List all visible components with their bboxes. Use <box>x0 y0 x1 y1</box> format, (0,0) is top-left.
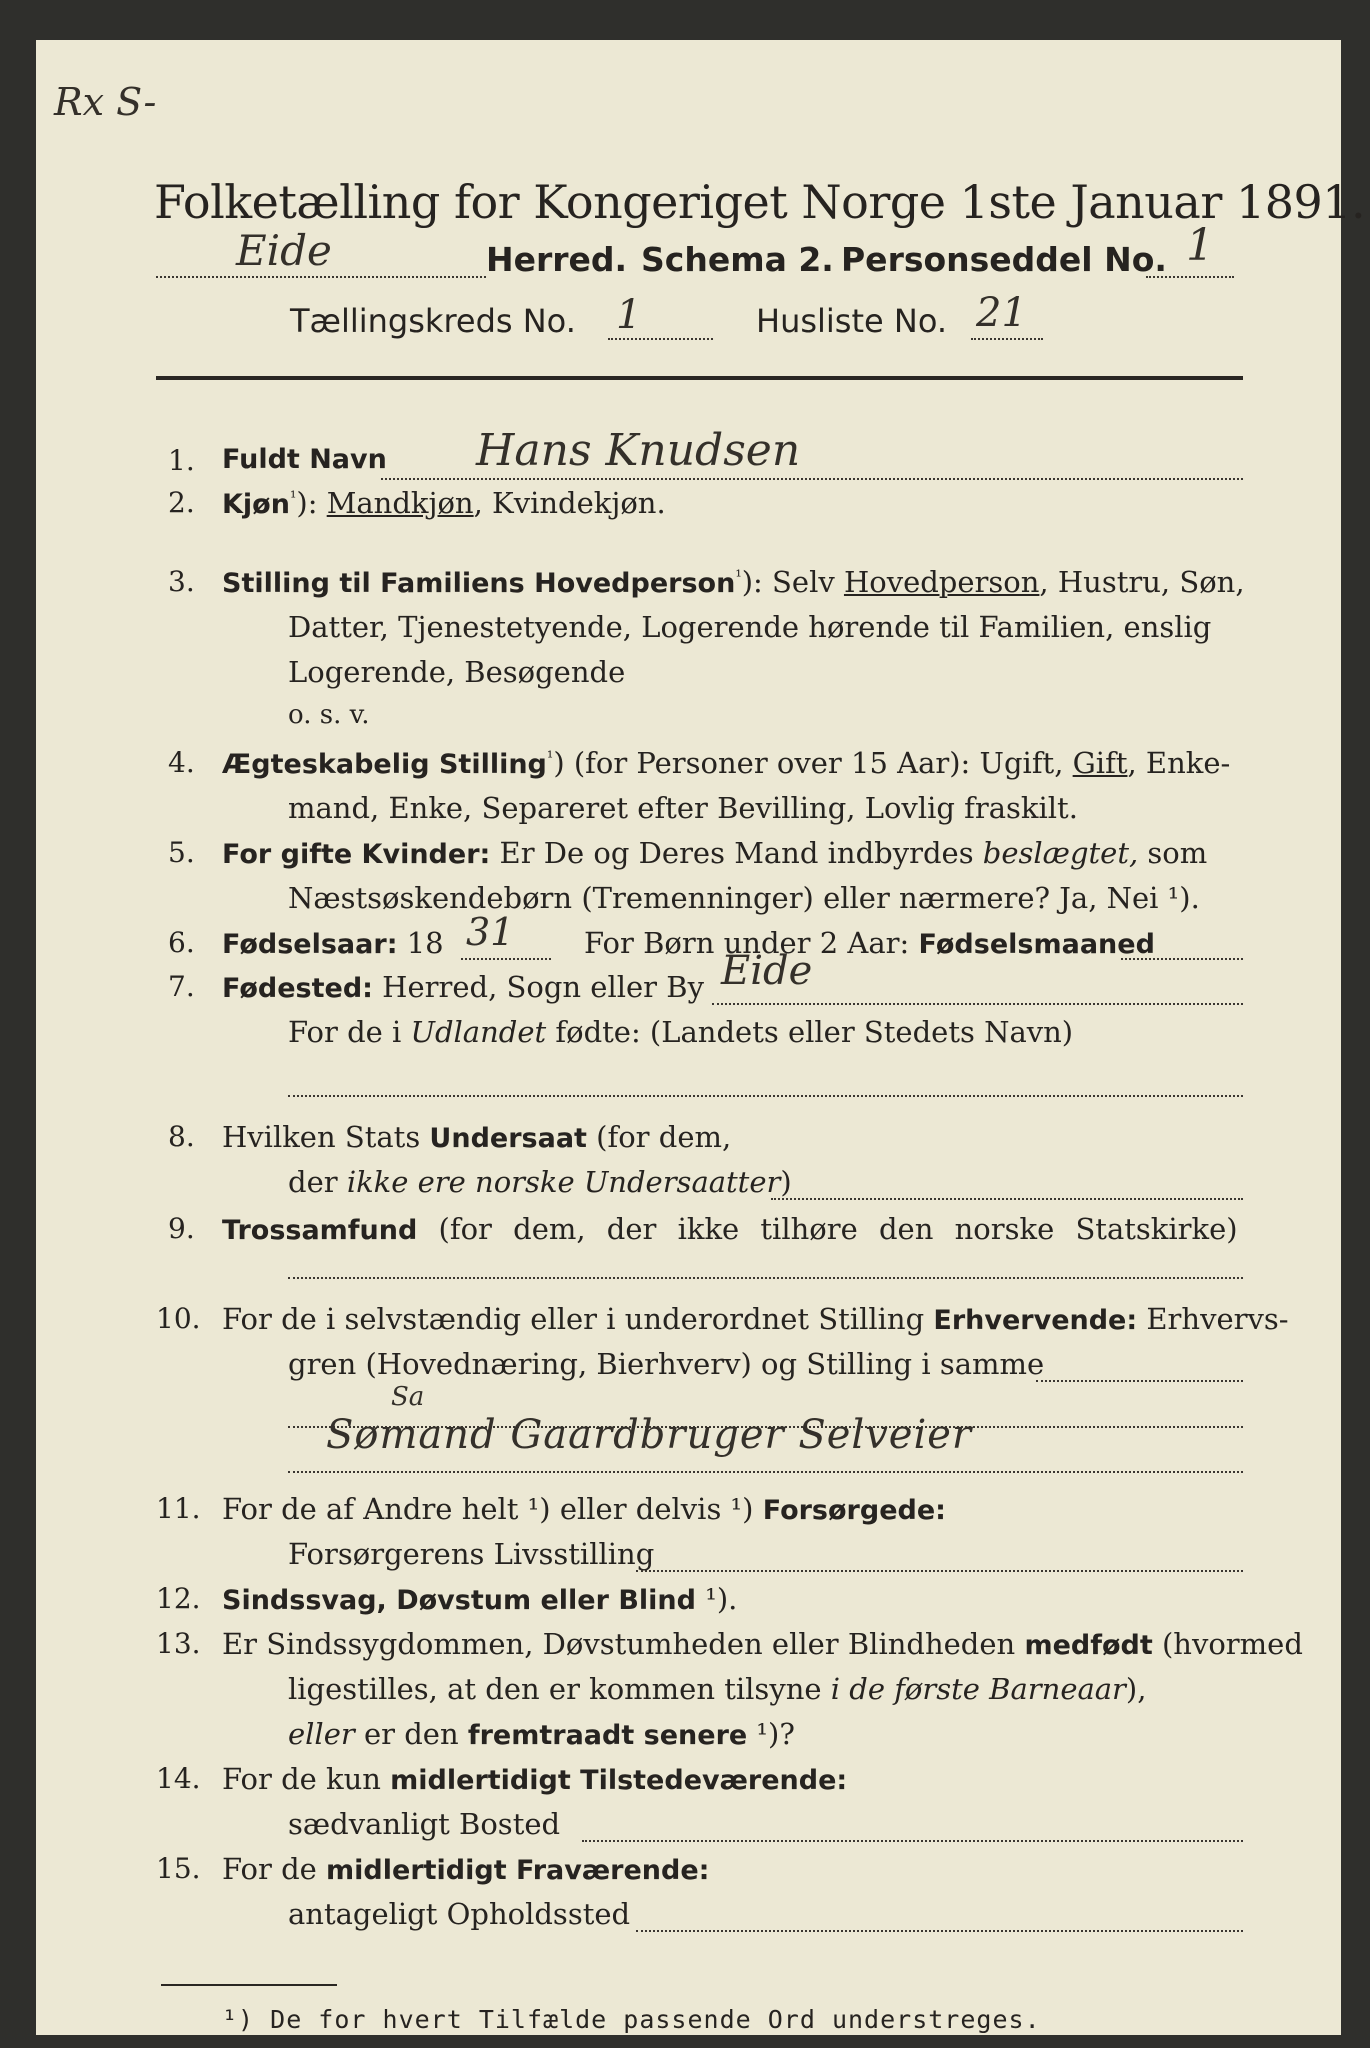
item-7-value: Eide <box>721 948 813 994</box>
item-5-label: For gifte Kvinder: <box>222 839 491 870</box>
item-6-year-line <box>461 958 551 960</box>
item-3-selected: Hovedperson <box>843 565 1040 599</box>
item-11-line <box>636 1570 1243 1572</box>
item-5-line2: Næstsøskendebørn (Tremenninger) eller nærmere? Ja, Nei ¹). <box>288 881 1200 915</box>
item-8-line2a: der <box>288 1165 347 1199</box>
footnote-rule <box>161 1984 337 1986</box>
item-5-italic: beslægtet, <box>982 836 1139 870</box>
item-6-text <box>222 926 444 960</box>
taellingskreds-label: Tællingskreds No. <box>290 302 576 340</box>
item-7-number: 7. <box>168 970 195 1003</box>
item-8-line2 <box>288 1165 792 1199</box>
item-11-text <box>222 1492 946 1526</box>
item-13-line2 <box>288 1672 1146 1706</box>
item-8-line2-italic: ikke ere norske Undersaatter <box>346 1165 781 1199</box>
item-4-text <box>222 746 1230 780</box>
item-13-line3-italic: eller <box>288 1717 355 1751</box>
item-8-rest2: (for dem, <box>586 1120 732 1154</box>
item-3-number: 3. <box>168 565 195 598</box>
item-4-number: 4. <box>168 746 195 779</box>
item-10-line4 <box>288 1471 1243 1473</box>
item-1-number: 1. <box>168 444 195 477</box>
item-4-rest: ) (for Personer over 15 Aar): Ugift, <box>553 746 1073 780</box>
item-12-label: Sindssvag, Døvstum eller Blind <box>222 1585 696 1616</box>
husliste-value: 21 <box>976 290 1027 336</box>
item-7-line2-italic: Udlandet <box>410 1015 547 1049</box>
item-12-text <box>222 1582 737 1616</box>
personseddel-dotted-line <box>1146 276 1234 278</box>
item-13-line3-bold: fremtraadt senere <box>467 1720 748 1751</box>
personseddel-value: 1 <box>1186 220 1214 271</box>
herred-value: Eide <box>236 226 332 275</box>
footnote: ¹) De for hvert Tilfælde passende Ord understreges. <box>222 2005 1041 2034</box>
item-11-label: Forsørgede: <box>762 1495 946 1526</box>
item-2-number: 2. <box>168 486 195 519</box>
item-4-rest2: , Enke- <box>1127 746 1231 780</box>
item-11-line2: Forsørgerens Livsstilling <box>288 1537 655 1571</box>
item-11-rest: For de af Andre helt ¹) eller delvis ¹) <box>222 1492 763 1526</box>
item-10-value-top: Sa <box>391 1382 425 1412</box>
item-5-text <box>222 836 1207 870</box>
item-13-label: medfødt <box>1024 1630 1153 1661</box>
schema-label: Schema 2. <box>641 240 834 279</box>
item-15-text <box>222 1852 709 1886</box>
item-14-text <box>222 1762 847 1796</box>
item-2-option-male: Mandkjøn <box>326 486 474 520</box>
item-14-line <box>582 1840 1243 1842</box>
husliste-dotted-line <box>971 338 1043 340</box>
item-6-rest: For Børn under 2 Aar: <box>584 926 919 960</box>
item-6-label: Fødselsaar: <box>222 929 398 960</box>
personseddel-label: Personseddel No. <box>841 240 1167 279</box>
husliste-label: Husliste No. <box>756 302 947 340</box>
item-10-line2: gren (Hovednæring, Bierhverv) og Stilling i samme <box>288 1347 1045 1381</box>
item-5-rest: Er De og Deres Mand indbyrdes <box>490 836 983 870</box>
item-12-number: 12. <box>156 1582 201 1615</box>
item-13-line3c: ¹)? <box>747 1717 795 1751</box>
item-14-number: 14. <box>156 1762 201 1795</box>
item-13-line2a: ligestilles, at den er kommen tilsyne <box>288 1672 831 1706</box>
item-7-text <box>222 970 704 1004</box>
form-title: Folketælling for Kongeriget Norge 1ste Januar 1891. <box>154 175 1366 229</box>
item-1-value: Hans Knudsen <box>476 425 801 476</box>
item-3-line2: Datter, Tjenestetyende, Logerende hørende til Familien, enslig <box>288 610 1212 644</box>
item-8-line2b: ) <box>780 1165 792 1199</box>
item-6-month-line <box>1121 958 1243 960</box>
census-form-page <box>36 40 1366 2035</box>
item-7-rest: Herred, Sogn eller By <box>372 970 704 1004</box>
item-9-rest: (for dem, der ikke tilhøre den norske Statskirke) <box>417 1212 1238 1246</box>
item-8-text <box>222 1120 731 1154</box>
item-13-line3a: er den <box>354 1717 468 1751</box>
item-7-line <box>712 1003 1243 1005</box>
herred-label: Herred. <box>486 240 628 279</box>
item-10-number: 10. <box>156 1302 201 1335</box>
item-11-number: 11. <box>156 1492 201 1525</box>
item-10-line2-dots <box>1036 1380 1243 1382</box>
item-9-label: Trossamfund <box>222 1215 418 1246</box>
item-8-line <box>771 1198 1243 1200</box>
item-9-text <box>222 1212 1238 1246</box>
item-7-line2 <box>288 1015 1073 1049</box>
item-14-label: midlertidigt Tilstedeværende: <box>390 1765 848 1796</box>
item-6-prefix: 18 <box>397 926 444 960</box>
item-14-rest: For de kun <box>222 1762 391 1796</box>
item-13-line3 <box>288 1717 795 1751</box>
item-7-line3 <box>288 1095 1243 1097</box>
item-13-rest: Er Sindssygdommen, Døvstumheden eller Blindheden <box>222 1627 1025 1661</box>
corner-note: Rx S- <box>54 80 157 124</box>
item-3-line4: o. s. v. <box>288 700 370 730</box>
item-7-label: Fødested: <box>222 973 373 1004</box>
item-10-label: Erhvervende: <box>933 1305 1138 1336</box>
item-3-line3: Logerende, Besøgende <box>288 655 626 689</box>
item-1-line <box>381 478 1243 480</box>
header-rule <box>156 376 1243 380</box>
item-13-rest2: (hvormed <box>1152 1627 1303 1661</box>
item-10-text <box>222 1302 1289 1336</box>
item-6-text2 <box>584 926 1155 960</box>
item-9-line <box>288 1277 1243 1279</box>
item-2-sup: ¹ <box>289 487 297 507</box>
item-9-number: 9. <box>168 1212 195 1245</box>
item-3-sup: ¹ <box>735 566 742 586</box>
item-12-rest: ¹). <box>695 1582 738 1616</box>
item-2-label: Kjøn <box>222 489 290 520</box>
item-2-text <box>222 486 666 520</box>
item-15-line <box>636 1930 1243 1932</box>
item-14-line2: sædvanligt Bosted <box>288 1807 561 1841</box>
item-13-number: 13. <box>156 1627 201 1660</box>
item-2-option-female: , Kvindekjøn. <box>473 486 666 520</box>
item-5-number: 5. <box>168 836 195 869</box>
item-6-label2: Fødselsmaaned <box>918 929 1155 960</box>
item-2-rest: ): <box>296 486 327 520</box>
item-8-rest: Hvilken Stats <box>222 1120 430 1154</box>
taellingskreds-dotted-line <box>608 338 713 340</box>
item-13-line2b: ), <box>1125 1672 1147 1706</box>
item-4-selected: Gift <box>1072 746 1128 780</box>
item-10-value: Sømand Gaardbruger Selveier <box>326 1412 973 1458</box>
item-15-line2: antageligt Opholdssted <box>288 1897 631 1931</box>
item-10-rest: For de i selvstændig eller i underordnet Stilling <box>222 1302 934 1336</box>
item-4-line2: mand, Enke, Separeret efter Bevilling, Lovlig fraskilt. <box>288 791 1078 825</box>
item-8-number: 8. <box>168 1120 195 1153</box>
item-10-rest2: Erhvervs- <box>1137 1302 1289 1336</box>
item-3-text <box>222 565 1245 599</box>
taellingskreds-value: 1 <box>616 292 642 338</box>
item-4-sup: ¹ <box>546 747 554 767</box>
herred-dotted-line <box>156 276 486 278</box>
item-6-number: 6. <box>168 926 195 959</box>
item-15-label: midlertidigt Fraværende: <box>326 1855 710 1886</box>
item-3-label: Stilling til Familiens Hovedperson <box>222 568 736 599</box>
item-7-line2a: For de i <box>288 1015 411 1049</box>
item-4-label: Ægteskabelig Stilling <box>222 749 547 780</box>
item-1-label: Fuldt Navn <box>222 444 387 475</box>
item-7-line2b: fødte: (Landets eller Stedets Navn) <box>546 1015 1074 1049</box>
item-15-rest: For de <box>222 1852 327 1886</box>
item-6-value: 31 <box>466 910 515 954</box>
item-13-line2-italic: i de første Barneaar <box>830 1672 1126 1706</box>
item-15-number: 15. <box>156 1852 201 1885</box>
item-3-rest2: , Hustru, Søn, <box>1039 565 1245 599</box>
item-5-rest2: som <box>1138 836 1208 870</box>
item-3-rest: ): Selv <box>741 565 844 599</box>
item-8-label: Undersaat <box>429 1123 587 1154</box>
item-13-text <box>222 1627 1303 1661</box>
